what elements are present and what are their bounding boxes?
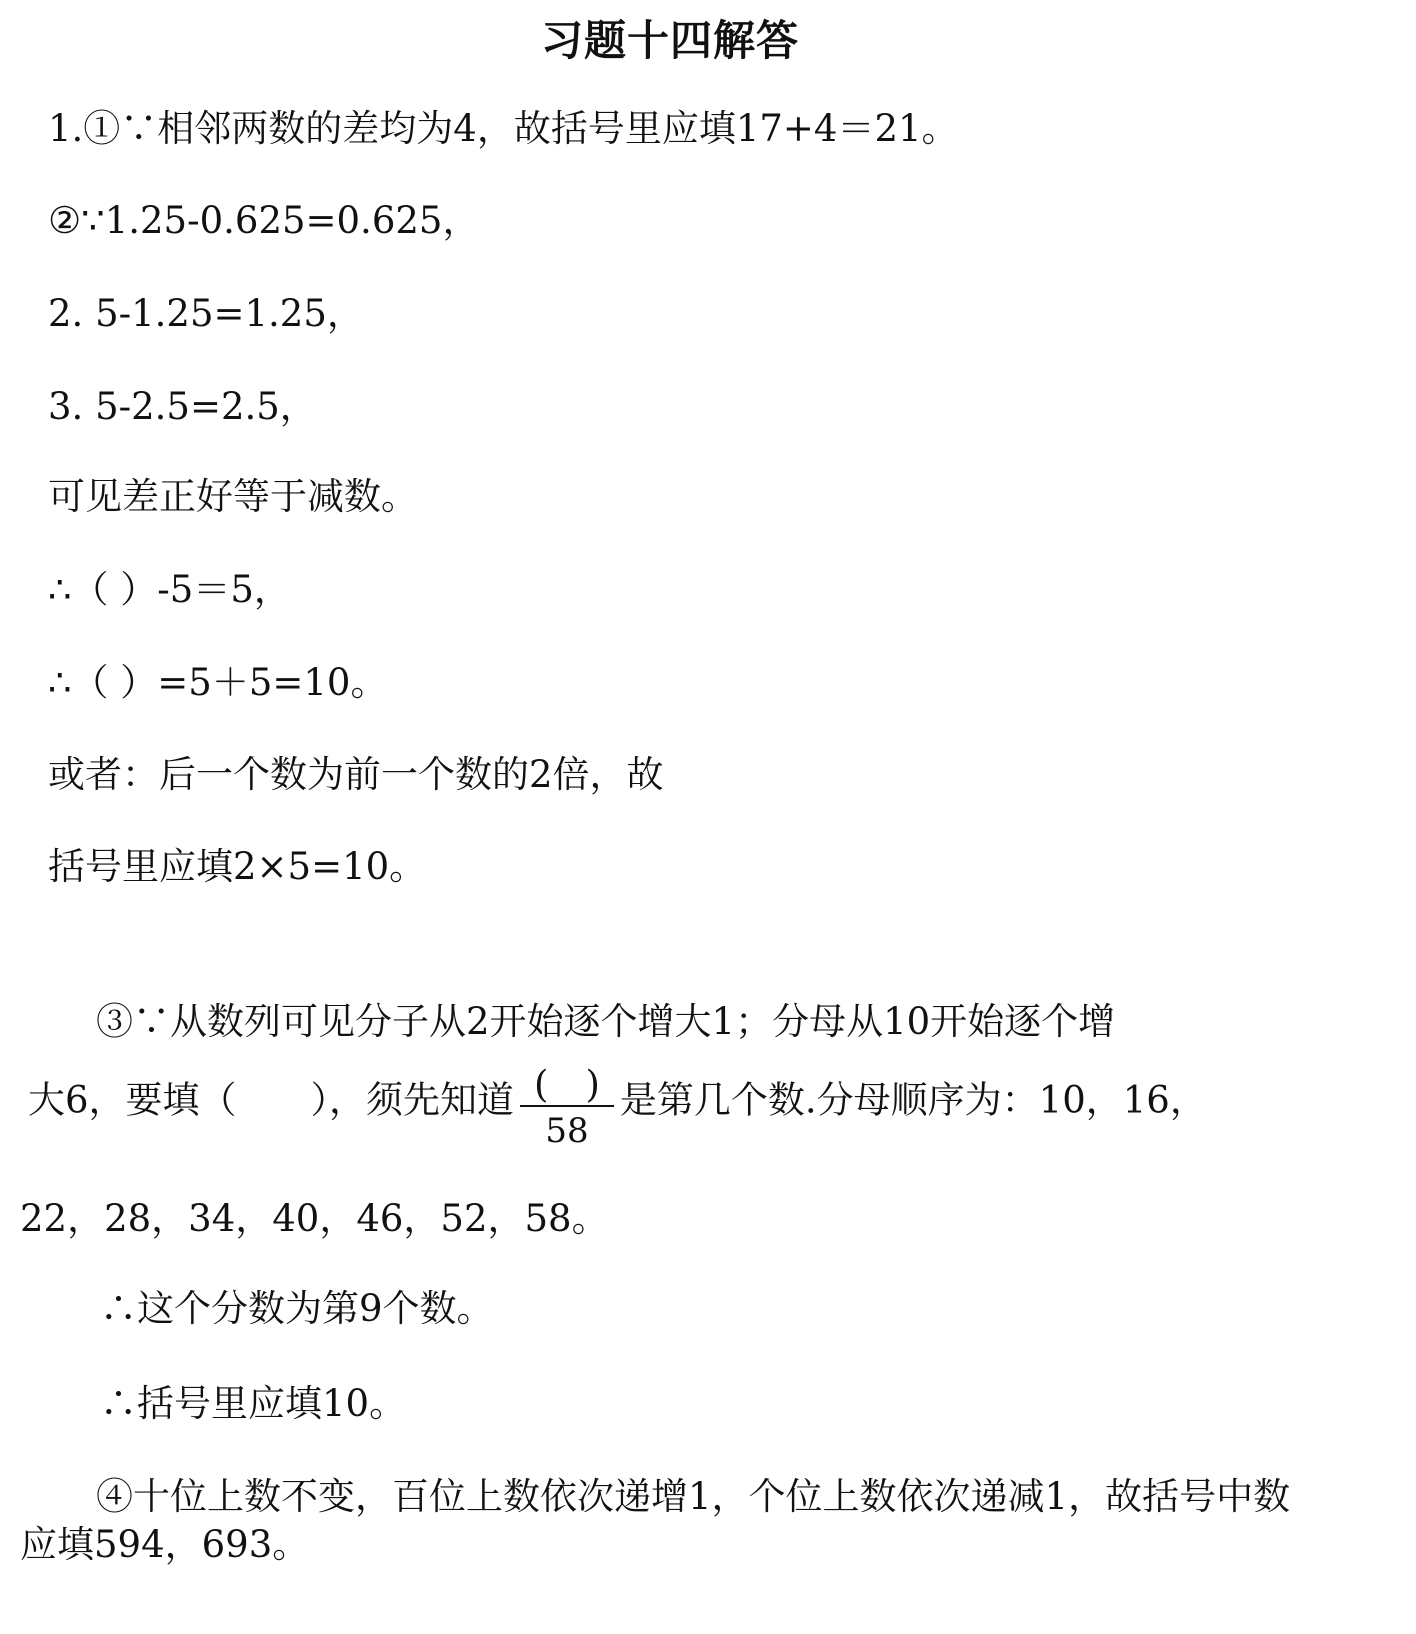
fraction [520,1063,614,1152]
answer-line-4: 3. 5-2.5=2.5， [48,385,317,428]
answer-line-7: ∴（ ）=5＋5=10。 [48,661,388,704]
fraction-line [28,1060,1207,1151]
fraction-denominator: 58 [545,1111,589,1151]
fraction-numerator: ( ) [520,1066,614,1107]
answer-line-5: 可见差正好等于减数。 [48,475,418,518]
answer-line-8: 或者：后一个数为前一个数的2倍，故 [48,753,664,796]
answer-line-2: ②∵1.25-0.625=0.625， [48,199,480,242]
answer-line-1: 1.①∵相邻两数的差均为4，故括号里应填17+4＝21。 [48,107,959,150]
answer-line-3: 2. 5-1.25=1.25， [48,292,364,335]
answer-line-12: ∴这个分数为第9个数。 [100,1287,494,1330]
answer-line-9: 括号里应填2×5=10。 [48,845,427,888]
fraction-line-after: 是第几个数.分母顺序为：10，16， [619,1078,1207,1122]
page-title: 习题十四解答 [540,16,799,65]
answer-line-6: ∴（ ）-5＝5， [48,568,291,611]
answer-line-10: ③∵从数列可见分子从2开始逐个增大1；分母从10开始逐个增 [96,1000,1116,1043]
answer-line-11: 22，28，34，40，46，52，58。 [20,1197,609,1240]
answer-line-14: ④十位上数不变，百位上数依次递增1，个位上数依次递减1，故括号中数 [96,1475,1291,1518]
answer-line-15: 应填594，693。 [20,1523,310,1566]
answer-line-13: ∴括号里应填10。 [100,1382,407,1425]
fraction-line-before: 大6，要填（ ），须先知道 [28,1078,515,1122]
